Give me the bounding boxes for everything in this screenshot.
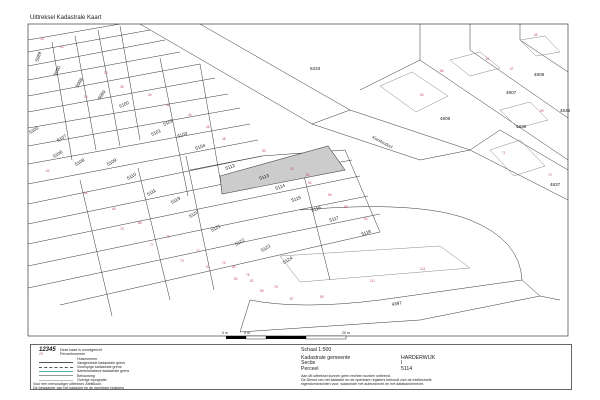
parcel-label-4835: 4835 (560, 108, 571, 113)
legend-text-vastgestelde: Vastgestelde kadastrale grens (77, 360, 126, 365)
parcel-label-5110: 5110 (126, 171, 138, 181)
house-number-87: 87 (290, 297, 294, 301)
house-number-84: 84 (306, 173, 310, 177)
parcel-label-5121: 5121 (210, 223, 222, 233)
house-number-58: 58 (344, 205, 348, 209)
parcel-label-5107: 5107 (56, 133, 68, 143)
parcel-label-5102: 5102 (162, 118, 174, 127)
parcel-label-5117: 5117 (328, 214, 340, 223)
parcel-label-4808: 4808 (534, 72, 545, 77)
parcel-label-5103: 5103 (176, 130, 188, 139)
legend-text-north: Deze kaart is noordgericht (60, 348, 102, 352)
house-number-75: 75 (120, 227, 124, 231)
house-number-48: 48 (222, 137, 226, 141)
parcel-label-5089: 5089 (34, 51, 43, 63)
house-number-66: 66 (112, 207, 116, 211)
fine-print-right-3: eigendomsrechten voor, waaronder het auteursrecht en het databankenrecht. (301, 382, 425, 387)
parcel-label-5114: 5114 (274, 182, 286, 191)
parcel-label-5111: 5111 (146, 187, 157, 197)
house-number-85: 85 (260, 289, 264, 293)
house-number-42: 42 (166, 103, 170, 107)
parcel-label-5108: 5108 (74, 157, 86, 167)
legend-box (30, 344, 572, 390)
house-number-81: 81 (206, 265, 210, 269)
legend-info (301, 348, 435, 386)
house-number-38: 38 (120, 85, 124, 89)
house-number-83: 83 (234, 277, 238, 281)
house-number-79: 79 (180, 259, 184, 263)
fine-print-right-2: De Dienst van het kadaster en de openbare registers behoudt zich de intellectuele (301, 378, 432, 383)
parcel-label-5090: 5090 (52, 65, 62, 77)
house-number-44: 44 (188, 113, 192, 117)
house-number-56: 56 (328, 193, 332, 197)
info-row-sectie: Sectie I (301, 360, 403, 367)
scale-bar (222, 331, 350, 339)
legend-text-administratieve: Administratieve kadastrale grens (77, 369, 130, 374)
house-number-82: 82 (250, 279, 254, 283)
info-value-sectie: I (401, 360, 403, 367)
parcel-label-6333: 6333 (310, 66, 321, 71)
house-number-36: 36 (84, 95, 88, 99)
legend-text-voorlopige: Voorlopige kadastrale grens (77, 365, 122, 370)
house-number-65: 65 (534, 33, 538, 37)
house-number-50: 50 (262, 149, 266, 153)
house-number-68: 68 (138, 221, 142, 225)
map-frame (28, 24, 568, 336)
house-number-63: 63 (420, 93, 424, 97)
house-number-111: 111 (370, 279, 375, 283)
legend-text-overige: Overige topografie (77, 378, 107, 383)
house-number-86: 86 (440, 69, 444, 73)
house-number-80: 80 (232, 265, 236, 269)
legend-sample-parcel: 12345 (39, 347, 56, 353)
parcel-label-5109: 5109 (106, 157, 118, 167)
house-number-64: 64 (84, 191, 88, 195)
parcel-label-5104: 5104 (194, 142, 206, 151)
fine-print-right-1: Aan dit uittreksel kunnen geen rechten worden ontleend. (301, 374, 391, 379)
legend-symbols (33, 348, 129, 390)
map-title: Uittreksel Kadastrale Kaart (30, 15, 102, 21)
parcel-label-5122: 5122 (234, 237, 246, 247)
parcel-label-5115: 5115 (290, 194, 302, 203)
parcel-label-5106: 5106 (52, 149, 64, 159)
parcel-label-5118: 5118 (360, 228, 372, 237)
parcel-label-5099: 5099 (96, 89, 107, 101)
legend-text-bebouwing: Bebouwing (77, 373, 95, 378)
house-number-74: 74 (222, 261, 226, 265)
legend-scale: Schaal 1:500 (301, 347, 332, 353)
house-number-26: 26 (40, 37, 44, 41)
parcel-label-4806: 4806 (440, 116, 451, 121)
legend-text-huisnummer: Huisnummer (77, 356, 98, 361)
parcel-label-5112: 5112 (224, 162, 236, 171)
fine-print-left-1: Voor een eenvoudiger uittreksel. Ateltikoon. (33, 382, 103, 387)
house-number-76: 76 (246, 273, 250, 277)
house-number-77: 77 (150, 243, 154, 247)
parcel-label-5105: 5105 (28, 125, 40, 135)
legend-sample-house: 20 (39, 352, 43, 357)
house-number-54: 54 (308, 181, 312, 185)
parcel-label-5116: 5116 (310, 204, 322, 213)
house-number-71: 71 (502, 151, 506, 155)
scale-tick-0: 0 m (222, 331, 228, 335)
house-number-60: 60 (364, 217, 368, 221)
house-number-52: 52 (290, 167, 294, 171)
parcel-label-5120: 5120 (188, 209, 200, 219)
house-number-62: 62 (46, 169, 50, 173)
house-number-46: 46 (206, 125, 210, 129)
parcel-label-5124: 5124 (282, 255, 294, 265)
parcel-label-5101: 5101 (150, 128, 162, 137)
parcel-label-4397: 4397 (391, 300, 403, 307)
parcel-label-5100: 5100 (118, 100, 130, 109)
house-number-28: 28 (104, 71, 108, 75)
house-number-30: 30 (60, 45, 64, 49)
info-value-gemeente: HARDERWIJK (401, 354, 436, 361)
house-number-69: 69 (540, 109, 544, 113)
scale-tick-5: 5 m (244, 331, 250, 335)
house-number-78: 78 (274, 285, 278, 289)
parcel-label-5119: 5119 (170, 195, 182, 205)
info-value-perceel: 5114 (401, 365, 413, 372)
parcel-label-4837: 4837 (550, 182, 561, 187)
house-number-70: 70 (166, 235, 170, 239)
house-number-113: 113 (420, 267, 426, 271)
parcel-label-4836: 4836 (516, 124, 527, 129)
house-number-40: 40 (148, 93, 152, 97)
street-name: Kiarsteuduol (371, 134, 394, 150)
house-number-67: 67 (510, 67, 514, 71)
house-number-73: 73 (548, 173, 552, 177)
info-row-gemeente: Kadastrale gemeente HARDERWIJK (301, 354, 436, 361)
legend-text-perceelnummer: Perceelnummer (60, 352, 86, 357)
parcel-label-5098: 5098 (74, 77, 84, 89)
parcel-label-4807: 4807 (506, 90, 517, 95)
parcel-label-5113: 5113 (258, 172, 270, 181)
house-number-61: 61 (486, 57, 490, 61)
info-row-perceel: Perceel 5114 (301, 365, 413, 372)
house-number-72: 72 (196, 249, 200, 253)
house-number-89: 89 (320, 295, 324, 299)
fine-print-left-2: De bewaarder van het kadaster en de openbare registers (33, 386, 125, 391)
scale-tick-20: 20 m (342, 331, 350, 335)
parcel-label-5123: 5123 (260, 243, 272, 253)
